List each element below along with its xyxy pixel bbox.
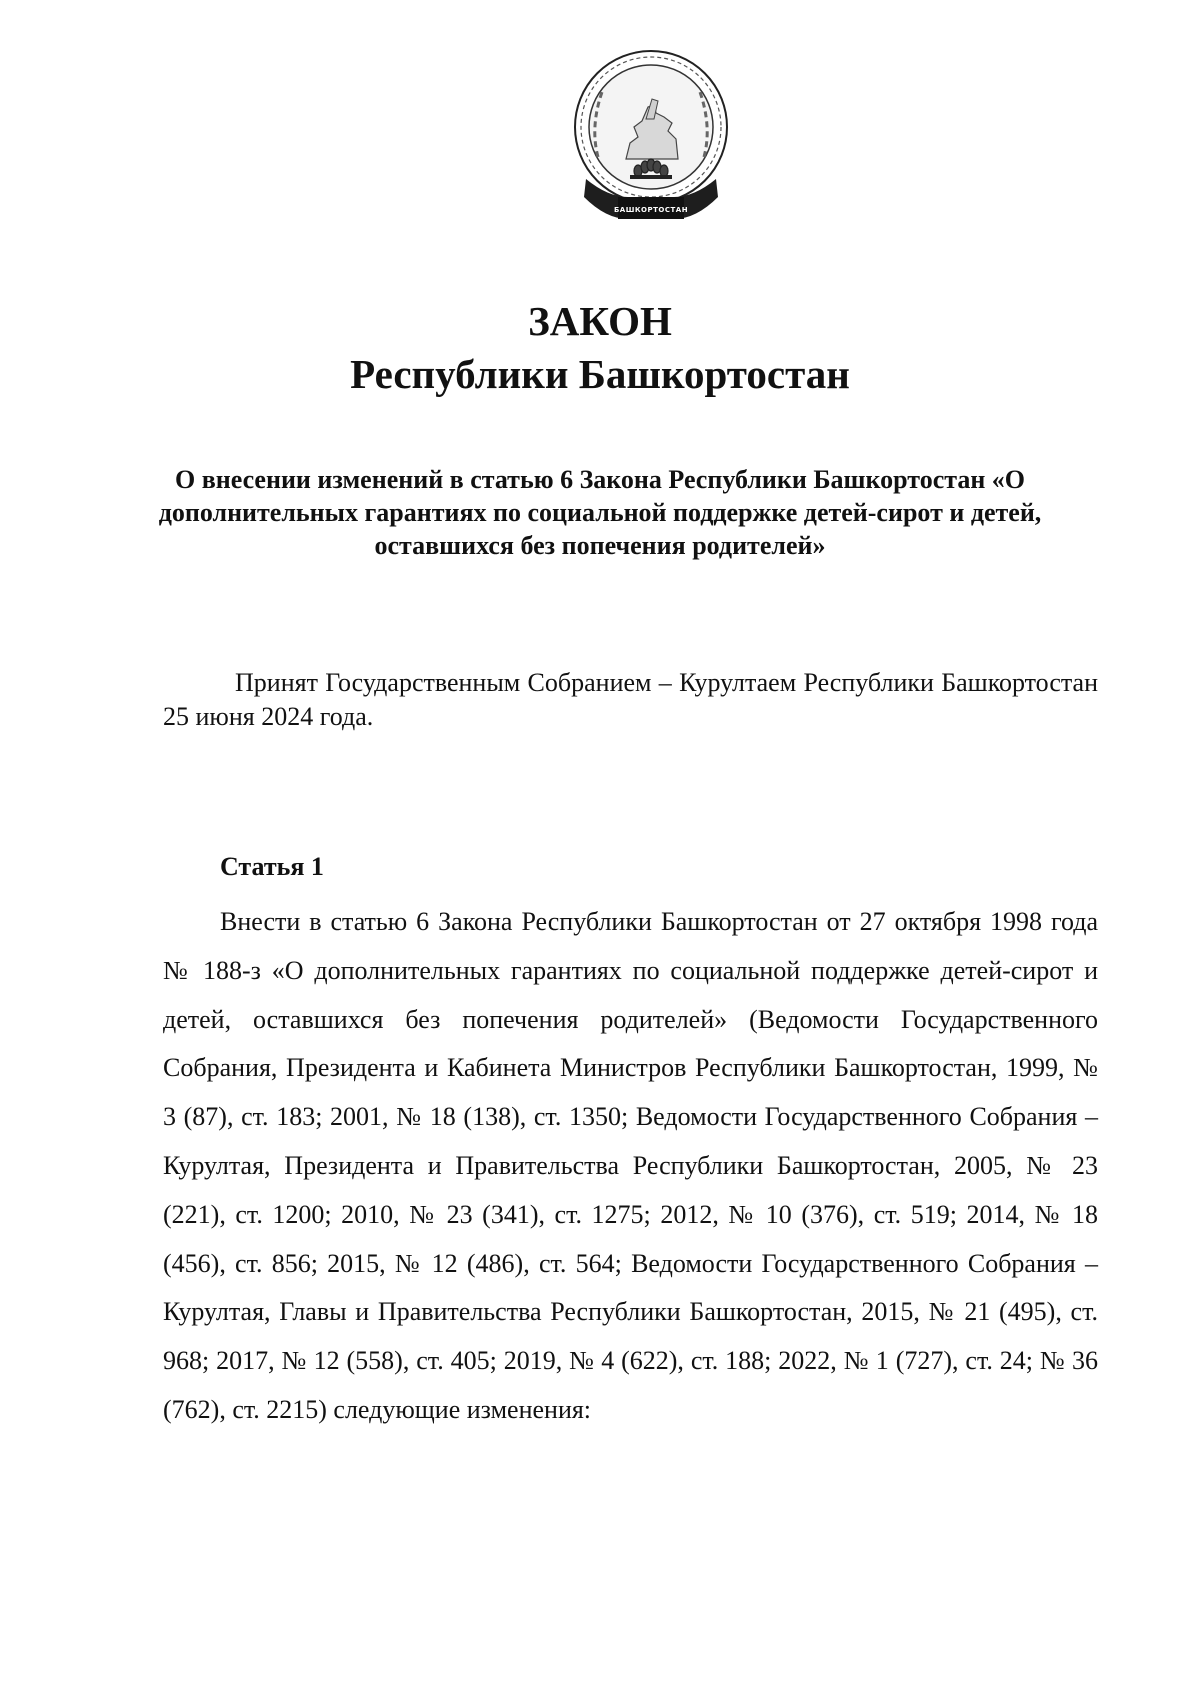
coat-of-arms-icon bbox=[568, 47, 734, 233]
adoption-statement: Принят Государственным Собранием – Курултаем Республики Башкортостан 25 июня 2024 года. bbox=[163, 668, 1098, 731]
article-1-body: Внести в статью 6 Закона Республики Башкортостан от 27 октября 1998 года № 188-з «О дополнительных гарантиях по социальной поддержке детей-сирот и детей, оставшихся без попечения родителей» (Ведомости Государственного Собрания, Президента и Кабинета Министров Республики Башкортостан, 1999, № 3 (87), ст. 183; 2001, № 18 (138), ст. 1350; Ведомости Государственного Собрания – Курултая, Президента и Правительства Республики Башкортостан, 2005, № 23 (221), ст. 1200; 2010, № 23 (341), ст. 1275; 2012, № 10 (376), ст. 519; 2014, № 18 (456), ст. 856; 2015, № 12 (486), ст. 564; Ведомости Государственного Собрания – Курултая, Главы и Правительства Республики Башкортостан, 2015, № 21 (495), ст. 968; 2017, № 12 (558), ст. 405; 2019, № 4 (622), ст. 188; 2022, № 1 (727), ст. 24; № 36 (762), ст. 2215) следующие изменения: bbox=[163, 907, 1098, 1424]
law-heading: О внесении изменений в статью 6 Закона Республики Башкортостан «О дополнительных гарантиях по социальной поддержке детей-сирот и детей, оставшихся без попечения родителей» bbox=[158, 465, 1042, 560]
document-subtitle: Республики Башкортостан bbox=[350, 351, 850, 397]
document-title: ЗАКОН bbox=[528, 298, 672, 344]
emblem-label: БАШКОРТОСТАН bbox=[613, 206, 689, 214]
article-1-title: Статья 1 bbox=[220, 852, 324, 881]
